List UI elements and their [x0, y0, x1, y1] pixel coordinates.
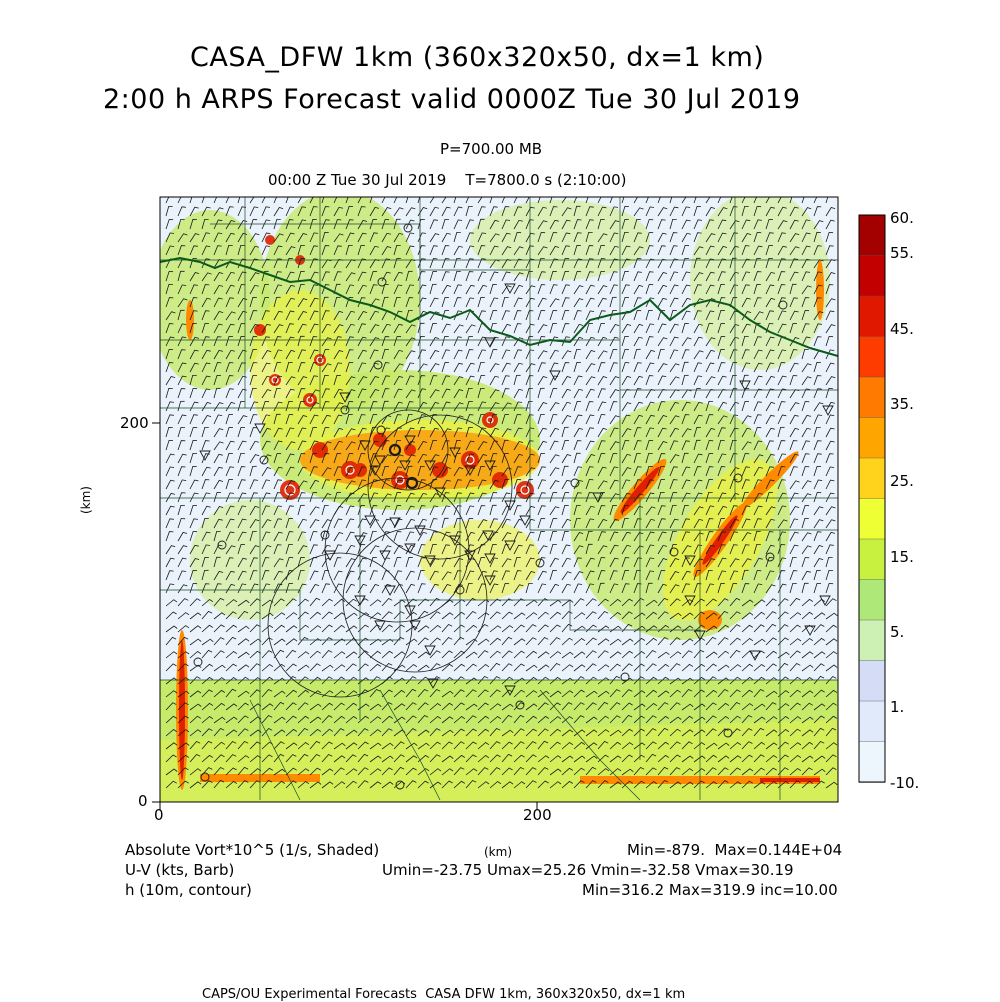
field1-stats: Min=-879. Max=0.144E+04 [627, 841, 843, 859]
colorbar-label: 25. [890, 472, 914, 490]
y-tick-0: 0 [138, 792, 148, 810]
colorbar-label: 45. [890, 320, 914, 338]
field2-label: U-V (kts, Barb) [125, 861, 235, 879]
colorbar-swatch [859, 215, 885, 256]
colorbar-swatch [859, 458, 885, 499]
colorbar-swatch [859, 377, 885, 418]
x-tick-200: 200 [523, 806, 552, 824]
colorbar-swatch [859, 296, 885, 337]
colorbar-label: 60. [890, 209, 914, 227]
credit-label: CAPS/OU Experimental Forecasts CASA DFW 1km, 360x320x50, dx=1 km [202, 987, 686, 1002]
colorbar-label: 35. [890, 395, 914, 413]
colorbar-label: 55. [890, 244, 914, 262]
map-area [150, 190, 840, 802]
colorbar [859, 215, 885, 783]
colorbar-swatch [859, 701, 885, 742]
colorbar-swatch [859, 580, 885, 621]
colorbar-label: 5. [890, 623, 905, 641]
colorbar-swatch [859, 499, 885, 540]
chart-title-line2: 2:00 h ARPS Forecast valid 0000Z Tue 30 Jul 2019 [103, 84, 801, 115]
colorbar-label: 1. [890, 698, 905, 716]
colorbar-swatch [859, 256, 885, 297]
colorbar-swatch [859, 620, 885, 661]
time-label: 00:00 Z Tue 30 Jul 2019 T=7800.0 s (2:10:00) [268, 171, 627, 189]
vorticity-shading [150, 190, 840, 802]
field2-stats: Umin=-23.75 Umax=25.26 Vmin=-32.58 Vmax=30.19 [382, 861, 794, 879]
field1-label: Absolute Vort*10^5 (1/s, Shaded) [125, 841, 380, 859]
x-tick-0: 0 [154, 806, 164, 824]
colorbar-swatch [859, 661, 885, 702]
y-tick-200: 200 [120, 414, 149, 432]
colorbar-swatch [859, 742, 885, 783]
colorbar-swatch [859, 337, 885, 378]
colorbar-label: -10. [890, 774, 920, 792]
field3-label: h (10m, contour) [125, 881, 252, 899]
y-axis-label: (km) [79, 485, 94, 515]
chart-title-line1: CASA_DFW 1km (360x320x50, dx=1 km) [190, 42, 765, 73]
pressure-label: P=700.00 MB [440, 140, 543, 158]
field3-stats: Min=316.2 Max=319.9 inc=10.00 [582, 881, 838, 899]
km-label: (km) [484, 845, 513, 859]
colorbar-swatch [859, 418, 885, 459]
colorbar-swatch [859, 539, 885, 580]
colorbar-label: 15. [890, 548, 914, 566]
